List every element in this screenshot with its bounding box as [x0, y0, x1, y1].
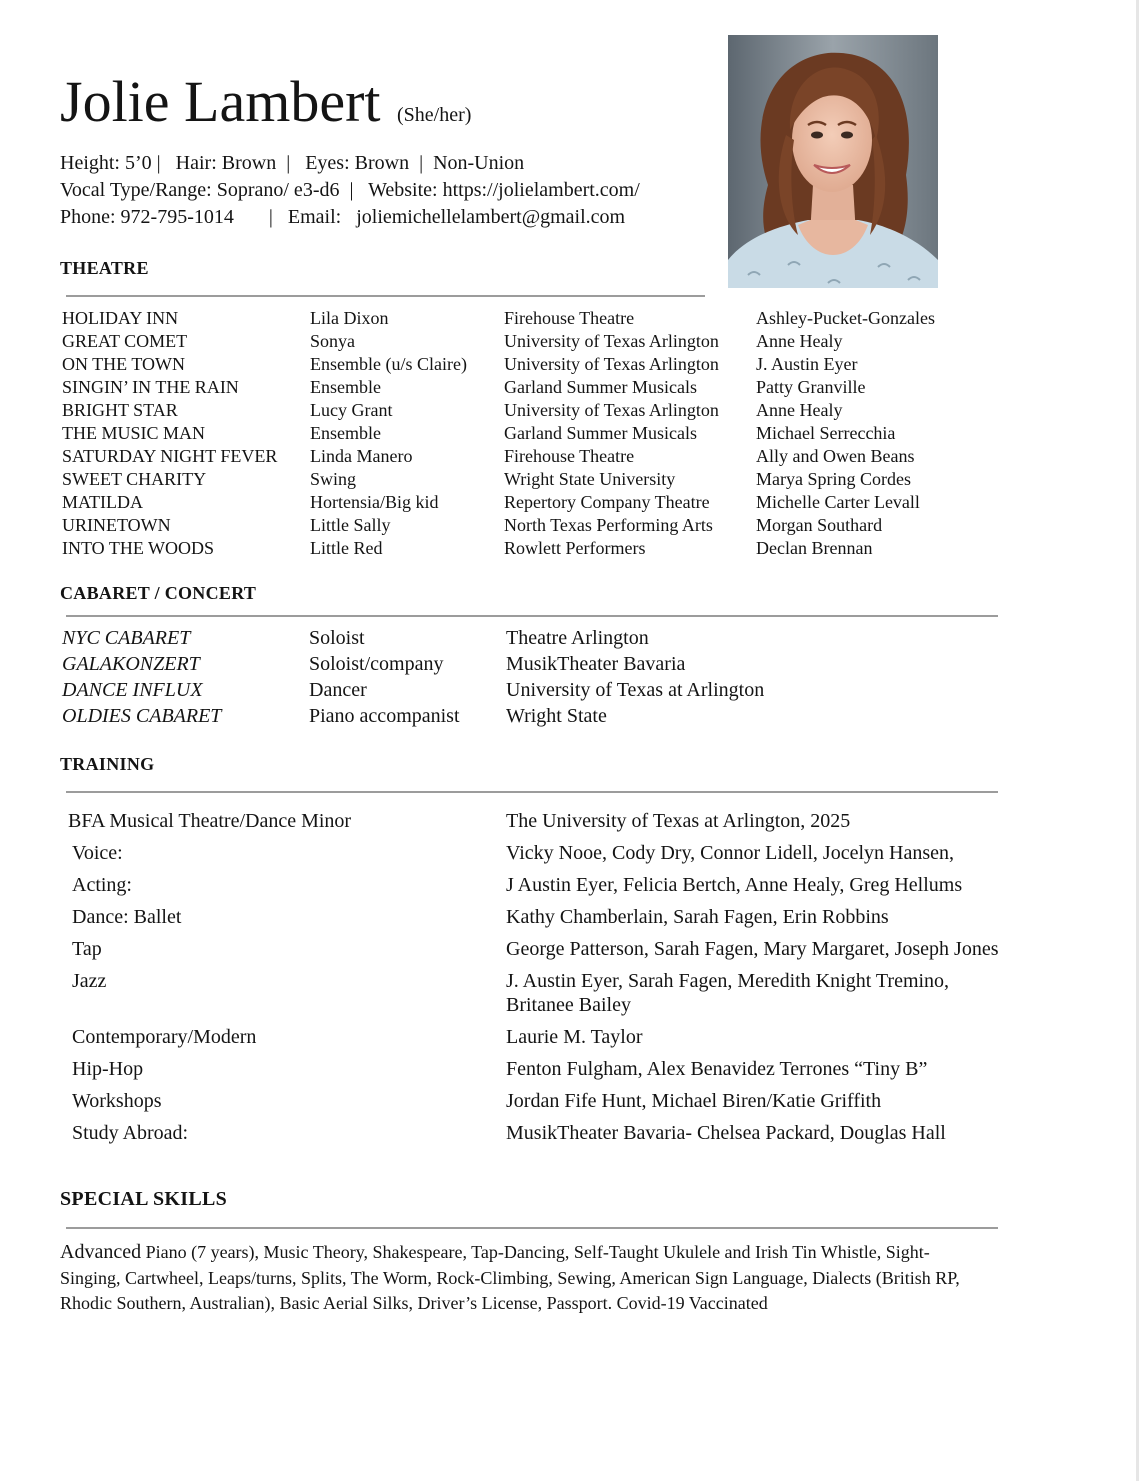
theatre-row [62, 446, 962, 469]
theatre-show: BRIGHT STAR [62, 400, 178, 420]
theatre-table [62, 308, 962, 561]
theatre-row [62, 423, 962, 446]
headshot-photo [728, 35, 938, 288]
theatre-show: INTO THE WOODS [62, 538, 214, 558]
training-label: Dance: Ballet [72, 906, 182, 928]
skills-heading: SPECIAL SKILLS [60, 1188, 228, 1210]
cabaret-row [62, 626, 962, 652]
training-divider [66, 791, 998, 793]
cabaret-role: Piano accompanist [309, 705, 460, 727]
training-table [66, 809, 1036, 1153]
skills-paragraph [60, 1240, 980, 1317]
training-label: Acting: [72, 874, 132, 896]
training-row [66, 841, 1036, 873]
cabaret-show: DANCE INFLUX [62, 679, 203, 701]
theatre-role: Swing [310, 469, 357, 489]
theatre-show: SWEET CHARITY [62, 469, 207, 489]
theatre-venue: Repertory Company Theatre [504, 492, 710, 512]
training-label: Voice: [72, 842, 123, 864]
theatre-role: Lucy Grant [310, 400, 393, 420]
theatre-director: Morgan Southard [756, 515, 883, 535]
theatre-show: HOLIDAY INN [62, 308, 179, 328]
cabaret-show: NYC CABARET [62, 627, 191, 649]
training-detail: J Austin Eyer, Felicia Bertch, Anne Healy, Greg Hellums [506, 874, 963, 896]
training-label: Hip-Hop [72, 1058, 144, 1080]
training-label: Study Abroad: [72, 1122, 189, 1144]
theatre-director: Anne Healy [756, 331, 843, 351]
cabaret-role: Soloist/company [309, 653, 444, 675]
skills-lead: Advanced [60, 1241, 142, 1263]
theatre-venue: Wright State University [504, 469, 676, 489]
cabaret-venue: University of Texas at Arlington [506, 679, 765, 701]
theatre-show: SINGIN’ IN THE RAIN [62, 377, 239, 397]
cabaret-role: Dancer [309, 679, 367, 701]
training-row [66, 905, 1036, 937]
skills-divider [66, 1227, 998, 1229]
training-label: Contemporary/Modern [72, 1026, 257, 1048]
training-row [66, 873, 1036, 905]
theatre-venue: North Texas Performing Arts [504, 515, 713, 535]
cabaret-row [62, 652, 962, 678]
skills-text: Piano (7 years), Music Theory, Shakespeare, Tap-Dancing, Self-Taught Ukulele and Irish Tin Whistle, Sight-Singing, Cartwheel, Leaps/turns, Splits, The Worm, Rock-Climbing, Sewing, American Sign Language, Dialects (British RP, Rhodic Southern, Australian), Basic Aerial Silks, Driver’s License, Passport. Covid-19 Vaccinated [60, 1242, 960, 1313]
cabaret-divider [66, 615, 998, 617]
theatre-row [62, 308, 962, 331]
training-detail: Laurie M. Taylor [506, 1026, 643, 1048]
training-row [66, 969, 1036, 1025]
theatre-venue: Firehouse Theatre [504, 308, 635, 328]
cabaret-show: OLDIES CABARET [62, 705, 222, 727]
theatre-show: THE MUSIC MAN [62, 423, 206, 443]
training-label: Workshops [72, 1090, 162, 1112]
theatre-venue: University of Texas Arlington [504, 400, 719, 420]
theatre-director: Anne Healy [756, 400, 843, 420]
theatre-row [62, 354, 962, 377]
training-row [66, 1121, 1036, 1153]
theatre-venue: Garland Summer Musicals [504, 377, 697, 397]
training-row [66, 1025, 1036, 1057]
theatre-director: Michael Serrecchia [756, 423, 896, 443]
theatre-director: Declan Brennan [756, 538, 873, 558]
theatre-show: MATILDA [62, 492, 143, 512]
cabaret-venue: Theatre Arlington [506, 627, 649, 649]
training-detail: The University of Texas at Arlington, 2025 [506, 810, 851, 832]
training-detail: MusikTheater Bavaria- Chelsea Packard, Douglas Hall [506, 1122, 946, 1144]
theatre-row [62, 331, 962, 354]
cabaret-table [62, 626, 962, 730]
info-line-stats: Height: 5’0 | Hair: Brown | Eyes: Brown | Non-Union [60, 152, 525, 174]
training-label: BFA Musical Theatre/Dance Minor [68, 810, 352, 832]
training-label: Jazz [72, 970, 107, 992]
training-detail: Kathy Chamberlain, Sarah Fagen, Erin Robbins [506, 906, 889, 928]
theatre-show: ON THE TOWN [62, 354, 185, 374]
training-row [66, 809, 1036, 841]
theatre-role: Sonya [310, 331, 355, 351]
theatre-director: Michelle Carter Levall [756, 492, 920, 512]
theatre-venue: Garland Summer Musicals [504, 423, 697, 443]
theatre-role: Little Red [310, 538, 383, 558]
theatre-show: URINETOWN [62, 515, 171, 535]
training-heading: TRAINING [60, 754, 155, 774]
training-label: Tap [72, 938, 102, 960]
theatre-director: Marya Spring Cordes [756, 469, 911, 489]
theatre-show: SATURDAY NIGHT FEVER [62, 446, 278, 466]
theatre-row [62, 492, 962, 515]
training-row [66, 1057, 1036, 1089]
theatre-director: Ashley-Pucket-Gonzales [756, 308, 935, 328]
theatre-row [62, 377, 962, 400]
training-detail: Jordan Fife Hunt, Michael Biren/Katie Griffith [506, 1090, 882, 1112]
theatre-row [62, 515, 962, 538]
cabaret-row [62, 678, 962, 704]
training-detail: J. Austin Eyer, Sarah Fagen, Meredith Knight Tremino, Britanee Bailey [506, 970, 950, 1016]
info-line-contact: Phone: 972-795-1014 | Email: joliemichellelambert@gmail.com [60, 206, 626, 228]
theatre-row [62, 469, 962, 492]
theatre-role: Ensemble [310, 423, 381, 443]
training-detail: George Patterson, Sarah Fagen, Mary Margaret, Joseph Jones [506, 938, 999, 960]
theatre-role: Hortensia/Big kid [310, 492, 439, 512]
theatre-role: Ensemble (u/s Claire) [310, 354, 467, 374]
training-row [66, 1089, 1036, 1121]
theatre-heading: THEATRE [60, 258, 149, 278]
info-line-vocal-website: Vocal Type/Range: Soprano/ e3-d6 | Website: https://jolielambert.com/ [60, 179, 640, 201]
pronouns: (She/her) [397, 104, 472, 126]
theatre-venue: University of Texas Arlington [504, 331, 719, 351]
theatre-director: Ally and Owen Beans [756, 446, 915, 466]
theatre-venue: University of Texas Arlington [504, 354, 719, 374]
theatre-role: Little Sally [310, 515, 391, 535]
theatre-role: Lila Dixon [310, 308, 389, 328]
theatre-director: Patty Granville [756, 377, 866, 397]
theatre-divider [66, 295, 705, 297]
training-detail: Fenton Fulgham, Alex Benavidez Terrones “Tiny B” [506, 1058, 928, 1080]
cabaret-role: Soloist [309, 627, 365, 649]
theatre-venue: Rowlett Performers [504, 538, 646, 558]
resume-name: Jolie Lambert [60, 69, 381, 134]
training-row [66, 937, 1036, 969]
theatre-row [62, 538, 962, 561]
cabaret-venue: MusikTheater Bavaria [506, 653, 686, 675]
cabaret-heading: CABARET / CONCERT [60, 583, 257, 603]
theatre-venue: Firehouse Theatre [504, 446, 635, 466]
cabaret-show: GALAKONZERT [62, 653, 200, 675]
theatre-show: GREAT COMET [62, 331, 188, 351]
theatre-director: J. Austin Eyer [756, 354, 858, 374]
cabaret-row [62, 704, 962, 730]
theatre-role: Linda Manero [310, 446, 413, 466]
theatre-role: Ensemble [310, 377, 381, 397]
training-detail: Vicky Nooe, Cody Dry, Connor Lidell, Jocelyn Hansen, [506, 842, 954, 864]
cabaret-venue: Wright State [506, 705, 607, 727]
theatre-row [62, 400, 962, 423]
